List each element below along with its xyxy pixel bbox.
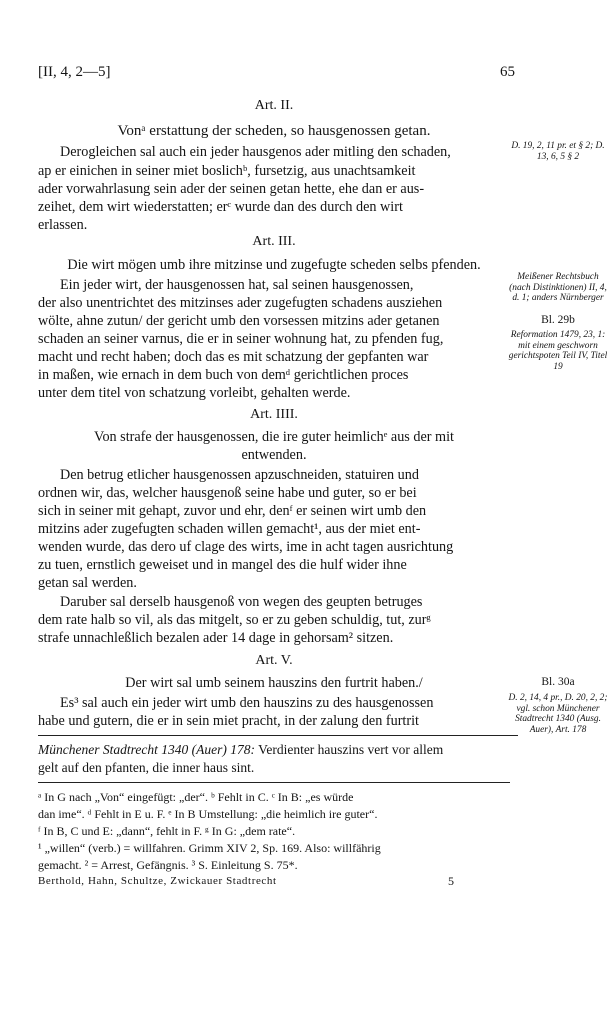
quote-text-1: Verdienter hauszins vert vor allem (254, 742, 444, 757)
art-2-line-4: zeihet, dem wirt wiederstatten; erᶜ wurde dan des durch den wirt (38, 199, 403, 215)
page-number: 65 (500, 64, 515, 80)
quote-text-2: gelt auf den pfanten, die inner haus sint. (38, 760, 255, 775)
art-2-title: Art. II. (254, 98, 294, 113)
art-3-line-7: unter dem titel von schatzung vorleibt, gehalten werde. (38, 385, 351, 401)
footnote-line-3: ᶠ In B, C und E: „dann“, fehlt in F. ᵍ In G: „dem rate“. (38, 824, 296, 838)
section-reference: [II, 4, 2—5] (38, 64, 111, 80)
parallel-quote (38, 741, 510, 759)
art-4-line-2: ordnen wir, das, welcher hausgenoß seine habe und guter, so er bei (38, 485, 417, 501)
art-2-line-1: Derogleichen sal auch ein jeder hausgenos ader mitling den schaden, (60, 144, 451, 160)
footnote-line-5: gemacht. ² = Arrest, Gefängnis. ³ S. Einleitung S. 75*. (38, 858, 298, 872)
art-2-subtitle: Vonᵃ erstattung der scheden, so hausgenossen getan. (117, 123, 431, 139)
art-4-title: Art. IIII. (250, 407, 298, 422)
art-4-line-6: zu tuen, ernstlich geweiset und in mangel des die hulf wider ihne (38, 557, 407, 573)
art-5-title: Art. V. (255, 653, 293, 668)
art-4-line-8: Daruber sal derselb hausgenoß von wegen des geupten betruges (60, 594, 423, 610)
art-5-line-2: habe und gutern, die er in sein miet pracht, in der zalung den furtrit (38, 713, 419, 729)
art-4-line-9: dem rate halb so vil, als das mitgelt, so er zu geben schuldig, tut, zurᵍ (38, 612, 431, 628)
art-2-line-2: ap er einichen in seiner miet boslichᵇ, fursetzig, aus unachtsamkeit (38, 163, 416, 179)
art-4-line-5: wenden wurde, das dero uf clage des wirts, ime in acht tagen ausrichtung (38, 539, 454, 555)
art-3-subtitle: Die wirt mögen umb ihre mitzinse und zugefugte scheden selbs pfenden. (67, 257, 481, 273)
art-5-margin-folio: Bl. 30a (541, 676, 575, 688)
footnote-line-1: ᵃ In G nach „Von“ eingefügt: „der“. ᵇ Fehlt in C. ᶜ In B: „es würde (38, 790, 354, 804)
footnote-divider (38, 782, 510, 783)
art-3-title: Art. III. (252, 234, 296, 249)
art-5-line-1: Es³ sal auch ein jeder wirt umb den hauszins zu des hausgenossen (60, 695, 434, 711)
art-3-margin-folio: Bl. 29b (541, 314, 575, 326)
footnote-line-4: ¹ „willen“ (verb.) = willfahren. Grimm XIV 2, Sp. 169. Also: willfährig (38, 841, 381, 855)
footnote-line-2: dan ime“. ᵈ Fehlt in E u. F. ᵉ In B Umstellung: „die heimlich ire guter“. (38, 807, 378, 821)
art-5-subtitle: Der wirt sal umb seinem hauszins den furtrit haben./ (125, 675, 423, 691)
art-2-line-5: erlassen. (38, 217, 88, 233)
art-2-line-3: ader vorwahrlasung sein ader der seinen getan hette, ehe dan er aus- (38, 181, 425, 197)
art-4-line-1: Den betrug etlicher hausgenossen apzuschneiden, statuiren und (60, 467, 419, 483)
quote-source: Münchener Stadtrecht 1340 (Auer) 178: (38, 742, 255, 757)
art-2-margin-note: D. 19, 2, 11 pr. et § 2; D. 13, 6, 5 § 2 (511, 141, 605, 162)
art-3-line-1: Ein jeder wirt, der hausgenossen hat, sal seinen hausgenossen, (60, 277, 414, 293)
running-header (38, 64, 515, 81)
signature-number: 5 (448, 874, 454, 888)
art-4-line-4: mitzins ader zugefugten schaden willen gemacht¹, aus der miet ent- (38, 521, 421, 537)
art-3-line-6: in maßen, wie ernach in dem buch von demᵈ gerichtlichen proces (38, 367, 409, 383)
art-4-line-7: getan sal werden. (38, 575, 137, 591)
art-3-line-5: macht und recht haben; doch das es mit schatzung der gepfanten war (38, 349, 429, 365)
art-3-line-3: wölte, ahne zutun/ der gericht umb den vorsessen mitzins ader getanen (38, 313, 440, 329)
text-divider (38, 735, 518, 736)
art-3-line-2: der also unentrichtet des mitzinses ader zugefugten schadens ausziehen (38, 295, 443, 311)
art-3-margin-note-2: Reformation 1479, 23, 1: mit einem geschworn gerichtspoten Teil IV, Titel 19 (508, 330, 608, 372)
art-4-line-10: strafe unnachleßlich bezalen ader 14 dage in gehorsam² sitzen. (38, 630, 394, 646)
art-4-subtitle-2: entwenden. (241, 447, 307, 463)
art-3-line-4: schaden an seiner varnus, die er in seiner wohnung hat, zu pfenden fug, (38, 331, 444, 347)
art-5-margin-note: D. 2, 14, 4 pr., D. 20, 2, 2; vgl. schon Münchener Stadtrecht 1340 (Ausg. Auer), Art. 178 (508, 693, 608, 735)
art-4-line-3: sich in seiner mit gehapt, zuvor und ehr, denᶠ er seinen wirt umb den (38, 503, 427, 519)
footer-citation: Berthold, Hahn, Schultze, Zwickauer Stadtrecht (38, 875, 277, 887)
art-3-margin-note-1: Meißener Rechtsbuch (nach Distinktionen) II, 4, d. 1; anders Nürnberger (509, 272, 607, 304)
art-4-subtitle-1: Von strafe der hausgenossen, die ire guter heimlichᵉ aus der mit (94, 429, 454, 445)
